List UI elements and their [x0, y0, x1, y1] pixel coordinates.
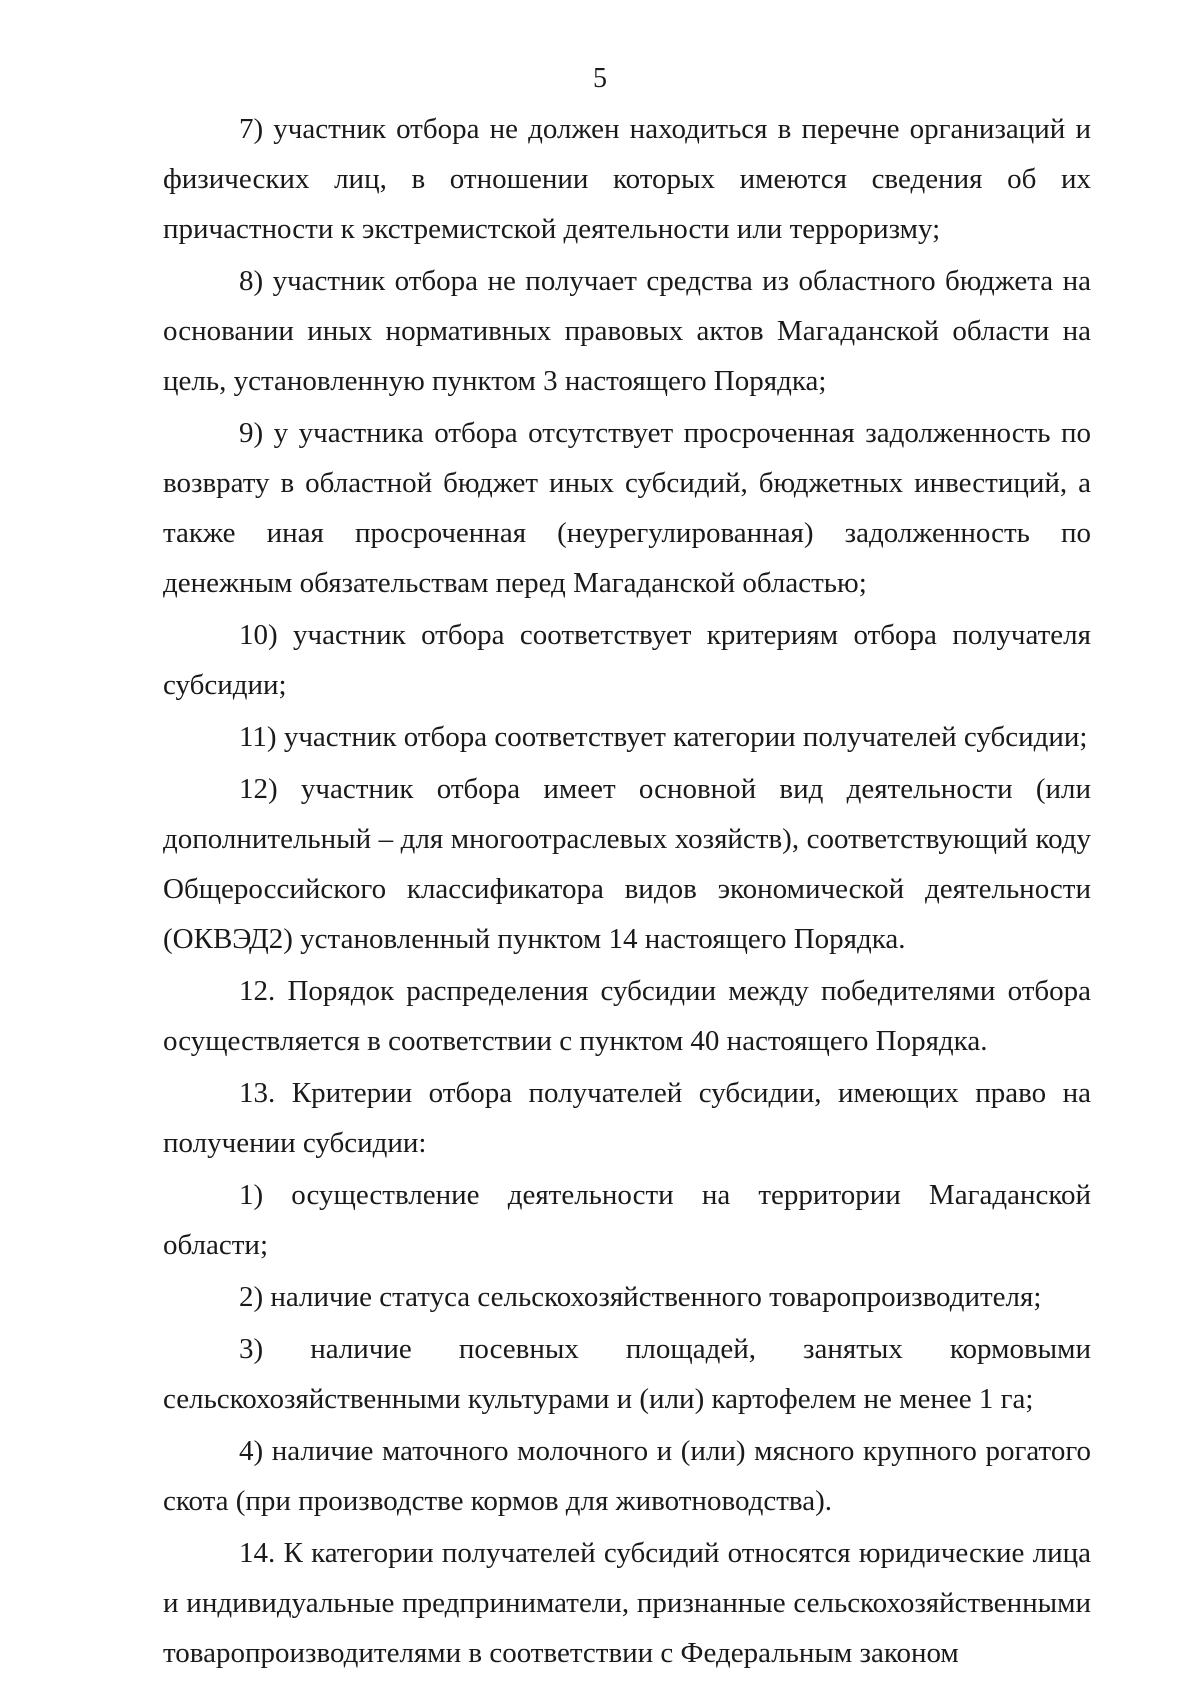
paragraph-item-12: 12) участник отбора имеет основной вид деятельности (или дополнительный – для многоотраслевых хозяйств), соответствующий коду Общероссийского классификатора видов экономической деятельности (ОКВЭД2) установленный пунктом 14 настоящего Порядка. [163, 773, 1091, 955]
paragraph-item-8: 8) участник отбора не получает средства из областного бюджета на основании иных нормативных правовых актов Магаданской области на цель, установленную пунктом 3 настоящего Порядка; [163, 265, 1091, 397]
paragraph-section-13: 13. Критерии отбора получателей субсидии, имеющих право на получении субсидии: [163, 1077, 1091, 1159]
paragraph-section-14: 14. К категории получателей субсидий относятся юридические лица и индивидуальные предприниматели, признанные сельскохозяйственными товаропроизводителями в соответствии с Федеральным законом [163, 1537, 1091, 1669]
paragraph-criterion-2: 2) наличие статуса сельскохозяйственного товаропроизводителя; [239, 1281, 1042, 1313]
document-body [163, 104, 1091, 1680]
paragraph-item-7: 7) участник отбора не должен находиться в перечне организаций и физических лиц, в отношении которых имеются сведения об их причастности к экстремистской деятельности или терроризму; [163, 113, 1091, 245]
paragraph-criterion-3: 3) наличие посевных площадей, занятых кормовыми сельскохозяйственными культурами и (или) картофелем не менее 1 га; [163, 1333, 1091, 1415]
paragraph-item-9: 9) у участника отбора отсутствует просроченная задолженность по возврату в областной бюджет иных субсидий, бюджетных инвестиций, а также иная просроченная (неурегулированная) задолженность по денежным обязательствам перед Магаданской областью; [163, 417, 1091, 599]
paragraph-criterion-4: 4) наличие маточного молочного и (или) мясного крупного рогатого скота (при производстве кормов для животноводства). [163, 1435, 1091, 1517]
page-number: 5 [593, 63, 607, 94]
paragraph-criterion-1: 1) осуществление деятельности на территории Магаданской области; [163, 1179, 1091, 1261]
paragraph-section-12: 12. Порядок распределения субсидии между победителями отбора осуществляется в соответствии с пунктом 40 настоящего Порядка. [163, 975, 1091, 1057]
paragraph-item-11: 11) участник отбора соответствует категории получателей субсидии; [239, 721, 1088, 753]
paragraph-item-10: 10) участник отбора соответствует критериям отбора получателя субсидии; [163, 619, 1091, 701]
